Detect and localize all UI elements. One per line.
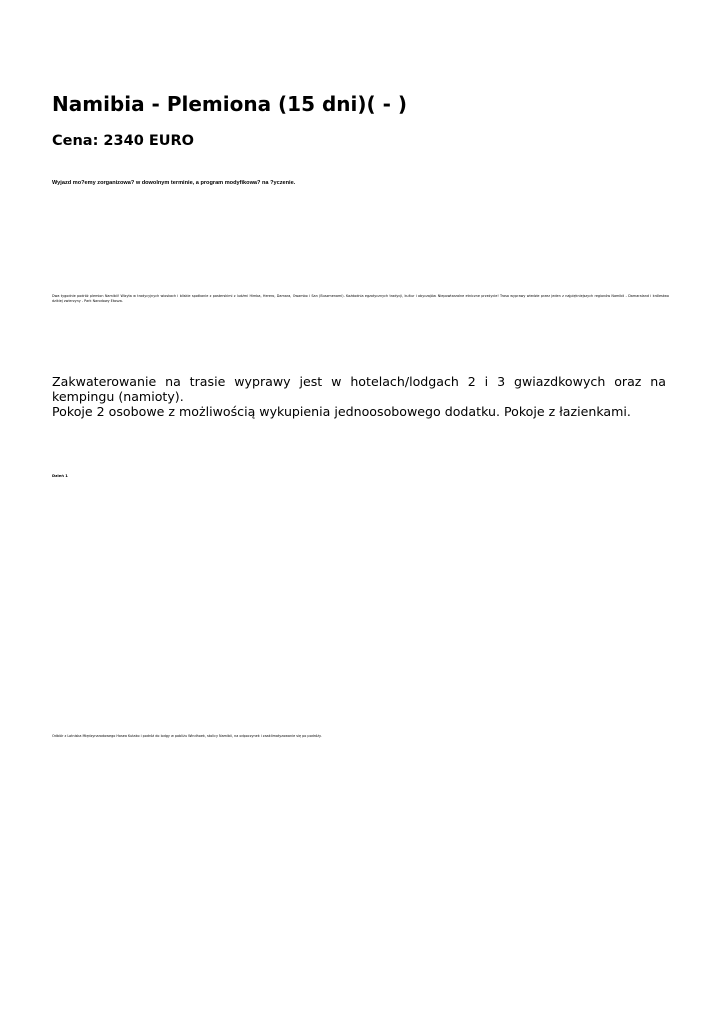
custom-trip-note: Wyjazd mo?emy zorganizowa? w dowolnym terminie, a program modyfikowa? na ?yczenie.: [52, 180, 296, 186]
price-heading: Cena: 2340 EURO: [52, 133, 195, 149]
intro-paragraph: Dwa tygodnie podróż plemion Namibii! Wizyta w tradycyjnych wioskach i bliskie spotkanie z pasterskimi z ludźmi Himba, Herero, Damara, Owambo i San (Buszmenami). Każdodnia egzotycznych tradycji, kultur i obyczajów. Niepowtarzalne etniczne przeżycie! Trasa wyprawy wiedzie przez jeden z najpiękniejszych regionów Namibii - Damaraland i królestwo dzikiej zwierzyny - Park Narodowy Etosza.: [52, 294, 669, 303]
rooms-text: Pokoje 2 osobowe z możliwością wykupienia jednoosobowego dodatku. Pokoje z łazienkami.: [52, 404, 631, 419]
accommodation-section: [52, 374, 666, 419]
day-1-description: Odbiór z Lotniska Międzynarodowego Hosea Kutako i podróż do lodgy w pobliżu Windhoek, stolicy Namibii, na odpoczynek i zaaklimatyzowanie się po podróży.: [52, 734, 322, 738]
day-1-heading: Dzień 1: [52, 473, 68, 478]
page-title: Namibia - Plemiona (15 dni)( - ): [52, 92, 408, 116]
accommodation-text: Zakwaterowanie na trasie wyprawy jest w hotelach/lodgach 2 i 3 gwiazdkowych oraz na kempingu (namioty).: [52, 374, 666, 404]
